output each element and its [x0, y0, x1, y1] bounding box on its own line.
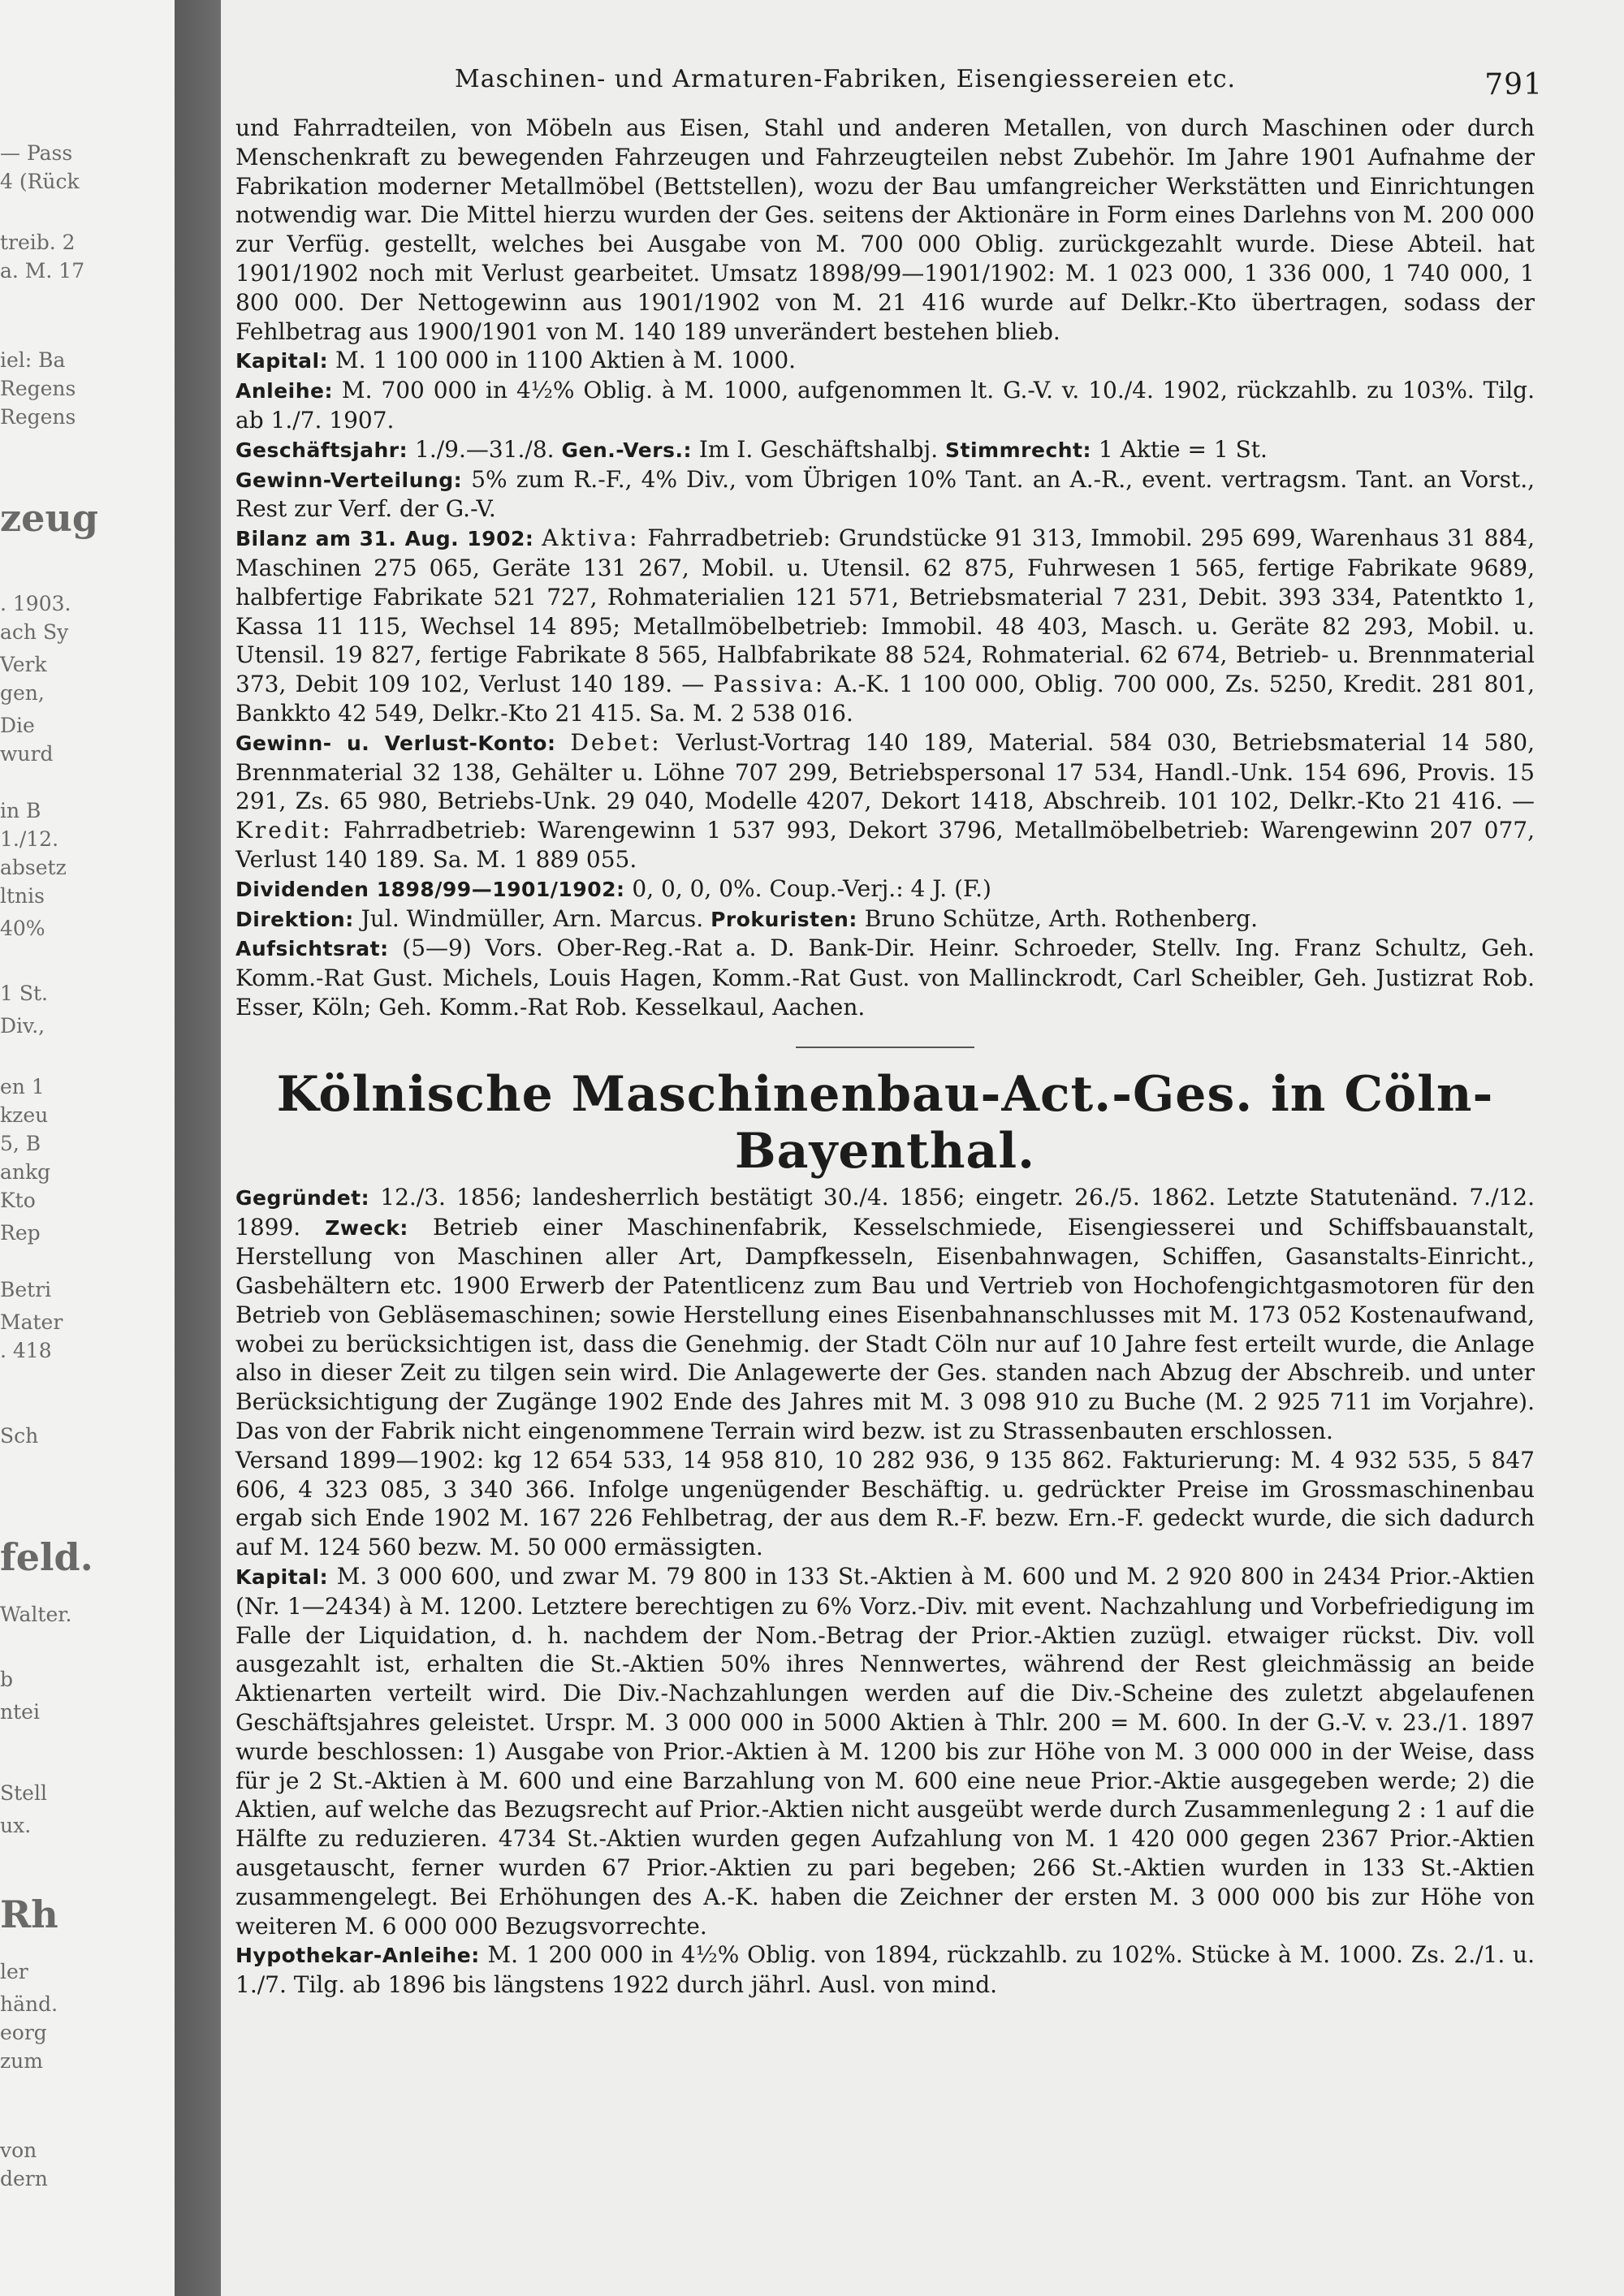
company-title: Kölnische Maschinenbau-Act.-Ges. in Cöln-Bayenthal. [276, 1065, 1494, 1180]
margin-fragment: a. M. 17 [0, 259, 85, 283]
gegruendet-text: 12./3. 1856; landesherrlich bestätigt 30./4. 1856; eingetr. 26./5. 1862. Letzte Statutenänd. 7./12. 1899. [235, 1183, 1535, 1241]
margin-fragment: Rh [0, 1892, 58, 1936]
geschaeftsjahr-text: 1./9.—31./8. [415, 435, 555, 463]
genvers-text: Im I. Geschäftshalbj. [698, 435, 939, 463]
margin-fragment: wurd [0, 742, 54, 766]
previous-geschaeftsjahr [235, 435, 1535, 465]
running-head [235, 57, 1543, 114]
direktion-label: Direktion: [235, 907, 354, 931]
dividenden-label: Dividenden 1898/99—1901/1902: [235, 877, 625, 901]
margin-fragment: ntei [0, 1700, 40, 1724]
aktiva-label: Aktiva: [542, 524, 640, 552]
aufsichtsrat-label: Aufsichtsrat: [235, 937, 389, 961]
company-kapital-label: Kapital: [235, 1565, 329, 1590]
margin-fragment: 4 (Rück [0, 170, 80, 193]
stimmrecht-text: 1 Aktie = 1 St. [1098, 435, 1268, 463]
previous-aufsichtsrat [235, 934, 1535, 1021]
hypothek-text: M. 1 200 000 in 4½% Oblig. von 1894, rückzahlb. zu 102%. Stücke à M. 1000. Zs. 2./1. u. 1./7. Tilg. ab 1896 bis längstens 1922 durch jährl. Ausl. von mind. [235, 1941, 1535, 1999]
anleihe-text: M. 700 000 in 4½% Oblig. à M. 1000, aufgenommen lt. G.-V. v. 10./4. 1902, rückzahlb. zu 103%. Tilg. ab 1./7. 1907. [235, 377, 1535, 434]
margin-fragment: ux. [0, 1814, 32, 1837]
margin-fragment: Sch [0, 1424, 39, 1448]
margin-fragment: en 1 [0, 1075, 45, 1098]
margin-fragment: dern [0, 2167, 48, 2190]
previous-direktion [235, 904, 1535, 934]
hypothek-label: Hypothekar-Anleihe: [235, 1944, 480, 1968]
gegruendet-label: Gegründet: [235, 1185, 370, 1210]
genvers-label: Gen.-Vers.: [561, 438, 692, 462]
margin-fragment: b [0, 1668, 14, 1691]
company-kapital-text: M. 3 000 600, und zwar M. 79 800 in 133 St.-Aktien à M. 600 und M. 2 920 800 in 2434 Prior.-Aktien (Nr. 1—2434) à M. 1200. Letztere berechtigen zu 6% Vorz.-Div. mit event. Nachzahlung und Vorbefriedigung im Falle der Liquidation, d. h. nachdem der Nom.-Betrag der Prior.-Aktien zuzügl. etwaiger rückst. Div. voll ausgezahlt ist, erhalten die St.-Aktien 50% ihres Nennwertes, während der Rest gleichmässig an beide Aktienarten verteilt wird. Die Div.-Nachzahlungen werden auf die Div.-Scheine des zuletzt abgelaufenen Geschäftsjahres geleistet. Urspr. M. 3 000 000 in 5000 Aktien à Thlr. 200 = M. 600. In der G.-V. v. 23./1. 1897 wurde beschlossen: 1) Ausgabe von Prior.-Aktien à M. 1200 bis zur Höhe von M. 3 000 000 in der Weise, dass für je 2 St.-Aktien à M. 600 und eine Barzahlung von M. 600 eine neue Prior.-Aktie ausgegeben werde; 2) die Aktien, auf welche das Bezugsrecht auf Prior.-Aktien nicht ausgeübt werde durch Zusammenlegung 2 : 1 auf die Hälfte zu reduzieren. 4734 St.-Aktien wurden gegen Aufzahlung von M. 1 420 000 gegen 2367 Prior.-Aktien ausgetauscht, ferner wurden 67 Prior.-Aktien zu pari begeben; 266 St.-Aktien wurden in 133 St.-Aktien zusammengelegt. Bei Erhöhungen des A.-K. haben die Zeichner der ersten M. 3 000 000 bis zur Höhe von weiteren M. 6 000 000 Bezugsvorrechte. [235, 1563, 1535, 1940]
passiva-text: A.-K. 1 100 000, Oblig. 700 000, Zs. 5250, Kredit. 281 801, Bankkto 42 549, Delkr.-Kto 21 415. Sa. M. 2 538 016. [235, 671, 1535, 727]
anleihe-label: Anleihe: [235, 379, 333, 404]
margin-fragment: ler [0, 1960, 28, 1983]
running-head-title: Maschinen- und Armaturen-Fabriken, Eisengiessereien etc. [455, 65, 1237, 93]
margin-fragment: Betri [0, 1278, 52, 1301]
aufsichtsrat-text: (5—9) Vors. Ober-Reg.-Rat a. D. Bank-Dir. Heinr. Schroeder, Stellv. Ing. Franz Schultz, Geh. Komm.-Rat Gust. Michels, Louis Hagen, Komm.-Rat Gust. von Mallinckrodt, Carl Scheibler, Geh. Justizrat Rob. Esser, Köln; Geh. Komm.-Rat Rob. Kesselkaul, Aachen. [235, 934, 1535, 1021]
prokuristen-label: Prokuristen: [710, 907, 857, 931]
stimmrecht-label: Stimmrecht: [945, 438, 1092, 462]
dividenden-text: 0, 0, 0, 0%. Coup.-Verj.: 4 J. (F.) [632, 874, 991, 902]
zweck-label: Zweck: [325, 1215, 408, 1240]
margin-fragment: kzeu [0, 1103, 49, 1127]
margin-fragment: Verk [0, 653, 47, 676]
aktiva-text: Fahrradbetrieb: Grundstücke 91 313, Immobil. 295 699, Warenhaus 31 884, Maschinen 275 065, Geräte 131 267, Mobil. u. Utensil. 62 875, Fuhrwesen 1 565, fertige Fabrikate 9689, halbfertige Fabrikate 521 727, Rohmaterialien 121 571, Betriebsmaterial 7 231, Debit. 393 334, Patentkto 1, Kassa 11 115, Wechsel 14 895; Metallmöbelbetrieb: Immobil. 48 403, Masch. u. Geräte 82 293, Mobil. u. Utensil. 19 827, fertige Fabrikate 8 565, Halbfabrikate 88 524, Rohmaterial. 62 674, Betrieb- u. Brennmaterial 373, Debit 109 102, Verlust 140 189. — [235, 524, 1535, 698]
prokuristen-text: Bruno Schütze, Arth. Rothenberg. [864, 904, 1259, 932]
margin-fragment: feld. [0, 1535, 93, 1579]
company-kapital [235, 1562, 1535, 1940]
company-versand: Versand 1899—1902: kg 12 654 533, 14 958 810, 10 282 936, 9 135 862. Fakturierung: M. 4 932 535, 5 847 606, 4 323 085, 3 340 366. Infolge ungenügender Beschäftig. u. gedrückter Preise im Grossmaschinenbau ergab sich Ende 1902 M. 167 226 Fehlbetrag, der aus dem R.-F. bezw. Ern.-F. gedeckt wurde, die sich dadurch auf M. 124 560 bezw. M. 50 000 ermässigten. [235, 1446, 1535, 1561]
margin-fragment: Regens [0, 377, 76, 400]
kredit-label: Kredit: [235, 817, 333, 844]
gewinnverteilung-text: 5% zum R.-F., 4% Div., vom Übrigen 10% Tant. an A.-R., event. vertragsm. Tant. an Vorst., Rest zur Verf. der G.-V. [235, 465, 1535, 523]
previous-gewinnverteilung [235, 465, 1535, 524]
margin-fragment: 1./12. [0, 827, 59, 851]
margin-fragment: ankg [0, 1160, 51, 1184]
margin-fragment: 1 St. [0, 982, 48, 1005]
margin-fragment: Die [0, 714, 35, 737]
margin-fragment: iel: Ba [0, 348, 66, 372]
margin-fragment: Walter. [0, 1603, 72, 1626]
margin-fragment: Stell [0, 1781, 47, 1805]
margin-fragment: gen, [0, 681, 45, 705]
geschaeftsjahr-label: Geschäftsjahr: [235, 438, 408, 462]
previous-entry-intro: und Fahrradteilen, von Möbeln aus Eisen, Stahl und anderen Metallen, von durch Maschinen oder durch Menschenkraft zu bewegenden Fahrzeugen und Fahrzeugteilen nebst Zubehör. Im Jahre 1901 Aufnahme der Fabrikation moderner Metallmöbel (Bettstellen), wozu der Bau umfangreicher Werkstätten und Einrichtungen notwendig war. Die Mittel hierzu wurden der Ges. seitens der Aktionäre in Form eines Darlehns von M. 200 000 zur Verfüg. gestellt, welches bei Ausgabe von M. 700 000 Oblig. zurückgezahlt wurde. Diese Abteil. hat 1901/1902 noch mit Verlust gearbeitet. Umsatz 1898/99—1901/1902: M. 1 023 000, 1 336 000, 1 740 000, 1 800 000. Der Nettogewinn aus 1901/1902 von M. 21 416 wurde auf Delkr.-Kto übertragen, sodass der Fehlbetrag aus 1900/1901 von M. 140 189 unverändert bestehen blieb. [235, 114, 1535, 345]
direktion-text: Jul. Windmüller, Arn. Marcus. [361, 904, 704, 932]
margin-fragment: zum [0, 2049, 43, 2073]
page [235, 57, 1543, 2000]
margin-fragment: — Pass [0, 141, 73, 165]
margin-fragment: zeug [0, 496, 98, 540]
margin-fragment: . 418 [0, 1339, 52, 1362]
margin-fragment: Rep [0, 1221, 41, 1245]
gewinnverteilung-label: Gewinn-Verteilung: [235, 468, 463, 492]
margin-fragment: Kto [0, 1189, 36, 1212]
margin-fragment: Mater [0, 1310, 63, 1334]
margin-fragment: händ. [0, 1992, 58, 2016]
margin-fragment: Div., [0, 1014, 45, 1038]
company-hypothek [235, 1940, 1535, 2000]
margin-fragment: 5, B [0, 1132, 41, 1155]
margin-fragment: 40% [0, 917, 45, 940]
previous-guv [235, 728, 1535, 874]
bilanz-label: Bilanz am 31. Aug. 1902: [235, 527, 534, 551]
zweck-text: Betrieb einer Maschinenfabrik, Kesselschmiede, Eisengiesserei und Schiffsbauanstalt, Herstellung von Maschinen aller Art, Dampfkesseln, Eisenbahnwagen, Schiffen, Gasanstalts-Einricht., Gasbehältern etc. 1900 Erwerb der Patentlicenz zum Bau und Vertrieb von Hochofengichtgasmotoren für den Betrieb von Gebläsemaschinen; sowie Herstellung eines Eisenbahnanschlusses mit M. 173 052 Kostenaufwand, wobei zu berücksichtigen ist, dass die Genehmig. der Stadt Cöln nur auf 10 Jahre fest erteilt wurde, die Anlage also in dieser Zeit zu tilgen sein wird. Die Anlagewerte der Ges. standen nach Abzug der Abschreib. und unter Berücksichtigung der Zugänge 1902 Ende des Jahres mit M. 3 098 910 zu Buche (M. 2 925 711 im Vorjahre). Das von der Fabrik nicht eingenommene Terrain wird bezw. ist zu Strassenbauten erschlossen. [235, 1213, 1535, 1445]
margin-fragment: absetz [0, 856, 67, 879]
company-gegruendet [235, 1183, 1535, 1446]
margin-fragment: eorg [0, 2021, 47, 2044]
margin-fragment: Regens [0, 405, 76, 429]
debet-label: Debet: [570, 728, 662, 756]
adjacent-page-strip [0, 0, 166, 2296]
debet-text: Verlust-Vortrag 140 189, Material. 584 030, Betriebsmaterial 14 580, Brennmaterial 32 138, Gehälter u. Löhne 707 299, Betriebspersonal 17 534, Handl.-Unk. 154 696, Provis. 15 291, Zs. 65 980, Betriebs-Unk. 29 040, Modelle 4207, Dekort 1418, Abschreib. 101 102, Delkr.-Kto 21 416. — [235, 728, 1535, 815]
margin-fragment: ach Sy [0, 620, 69, 644]
previous-dividenden [235, 874, 1535, 904]
kredit-text: Fahrradbetrieb: Warengewinn 1 537 993, Dekort 3796, Metallmöbelbetrieb: Warengewinn 207 077, Verlust 140 189. Sa. M. 1 889 055. [235, 817, 1535, 873]
kapital-label: Kapital: [235, 349, 329, 373]
margin-fragment: in B [0, 799, 41, 822]
margin-fragment: ltnis [0, 884, 45, 908]
margin-fragment: treib. 2 [0, 231, 76, 254]
margin-fragment: von [0, 2138, 37, 2162]
passiva-label: Passiva: [713, 671, 826, 698]
guv-label: Gewinn- u. Verlust-Konto: [235, 731, 556, 755]
page-number: 791 [1484, 68, 1543, 101]
kapital-text: M. 1 100 000 in 1100 Aktien à M. 1000. [335, 347, 797, 374]
previous-bilanz [235, 524, 1535, 728]
margin-fragment: . 1903. [0, 592, 71, 615]
entry-separator [796, 1047, 974, 1048]
previous-kapital [235, 346, 1535, 376]
previous-anleihe [235, 376, 1535, 435]
